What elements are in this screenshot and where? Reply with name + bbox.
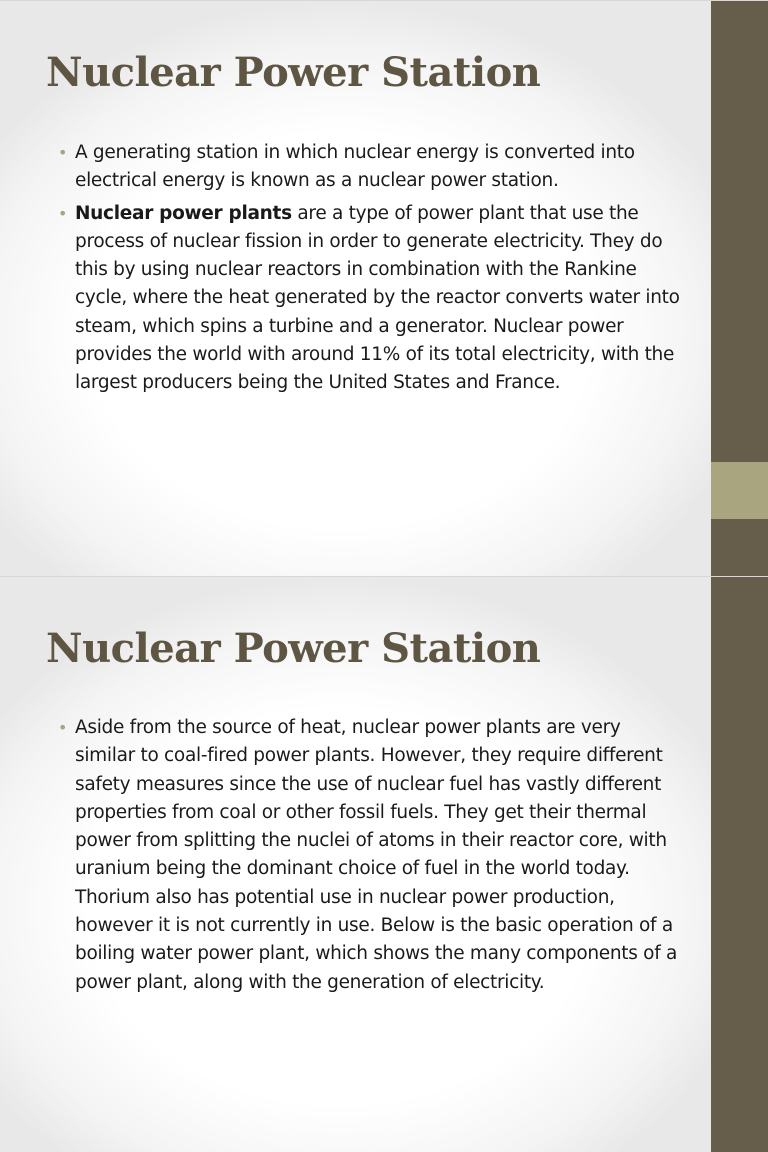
sidebar-accent-block — [711, 462, 768, 519]
slide-2 — [0, 576, 768, 1152]
bullet-bold-text: Nuclear power plants — [75, 202, 292, 224]
slide-title: Nuclear Power Station — [46, 49, 541, 96]
bullet-item — [58, 200, 683, 398]
bullet-text: A generating station in which nuclear energy is converted into electrical energy is known as a nuclear power station. — [75, 142, 635, 192]
bullet-text: are a type of power plant that use the process of nuclear fission in order to generate electricity. They do this by using nuclear reactors in combination with the Rankine cycle, where the heat generated by the reactor converts water into steam, which spins a turbine and a generator. Nuclear power provides the world with around 11% of its total electricity, with the largest producers being the United States and France. — [75, 202, 680, 394]
slide-title: Nuclear Power Station — [46, 625, 541, 672]
bullet-icon: • — [58, 718, 68, 737]
sidebar-stripe — [711, 1, 768, 576]
bullet-icon: • — [58, 143, 68, 162]
bullet-item — [58, 714, 683, 997]
bullet-list — [58, 714, 683, 1001]
bullet-text: Aside from the source of heat, nuclear power plants are very similar to coal-fired power plants. However, they require different safety measures since the use of nuclear fuel has vastly different properties from coal or other fossil fuels. They get their thermal power from splitting the nuclei of atoms in their reactor core, with uranium being the dominant choice of fuel in the world today. Thorium also has potential use in nuclear power production, however it is not currently in use. Below is the basic operation of a boiling water power plant, which shows the many components of a power plant, along with the generation of electricity. — [75, 717, 678, 993]
bullet-icon: • — [58, 203, 68, 223]
sidebar-stripe — [711, 577, 768, 1152]
bullet-item — [58, 139, 683, 196]
bullet-list — [58, 139, 683, 402]
